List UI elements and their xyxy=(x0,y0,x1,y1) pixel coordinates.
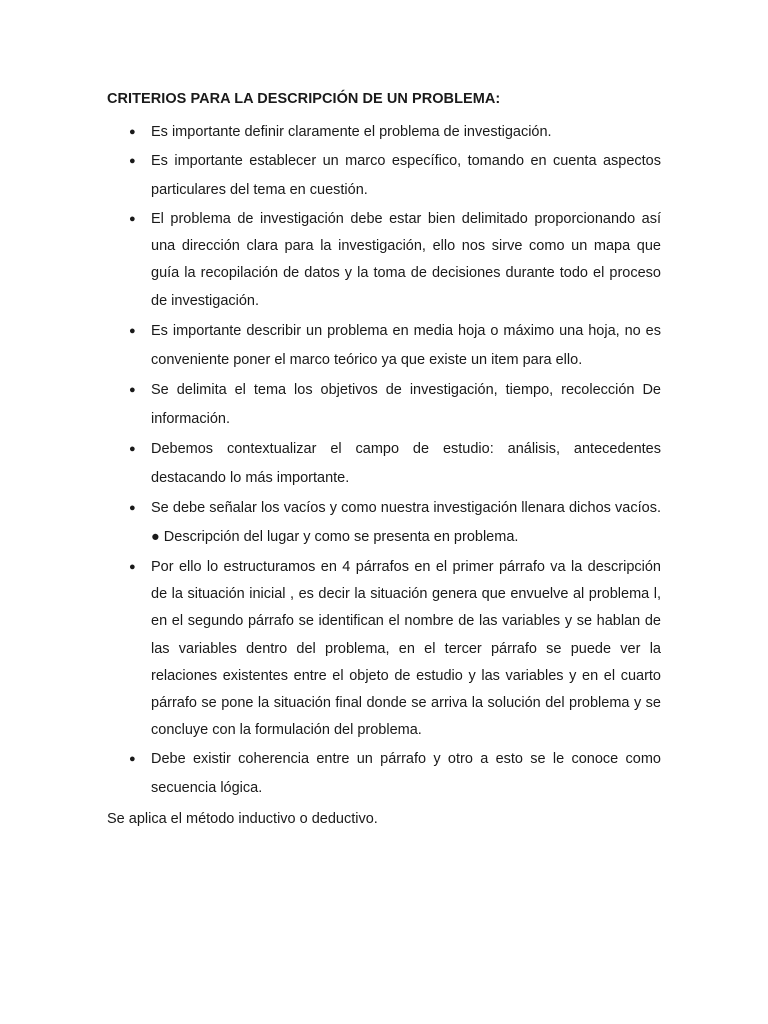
bullet-icon: ● xyxy=(129,443,136,455)
list-item-text: Debemos contextualizar el campo de estudio: análisis, antecedentes destacando lo más importante. xyxy=(151,441,661,486)
list-item xyxy=(129,554,661,744)
bullet-icon: ● xyxy=(129,753,136,765)
list-item-text: Es importante definir claramente el problema de investigación. xyxy=(151,124,552,140)
bullet-icon: ● xyxy=(129,502,136,514)
list-item-text: Es importante describir un problema en media hoja o máximo una hoja, no es conveniente poner el marco teórico ya que existe un item para ello. xyxy=(151,323,661,368)
document-heading: CRITERIOS PARA LA DESCRIPCIÓN DE UN PROBLEMA: xyxy=(107,91,501,107)
bullet-icon: ● xyxy=(129,126,136,138)
list-item-text: El problema de investigación debe estar bien delimitado proporcionando así una dirección clara para la investigación, ello nos sirve como un mapa que guía la recopilación de datos y la toma de decisiones durante todo el proceso de investigación. xyxy=(151,211,661,309)
list-item xyxy=(129,745,661,802)
list-item xyxy=(129,118,661,147)
bullet-icon: ● xyxy=(129,155,136,167)
list-item-text: Es importante establecer un marco específico, tomando en cuenta aspectos particulares del tema en cuestión. xyxy=(151,153,661,198)
bullet-icon: ● xyxy=(129,384,136,396)
bullet-icon: ● xyxy=(129,325,136,337)
list-item xyxy=(129,206,661,315)
list-item-text: Se delimita el tema los objetivos de investigación, tiempo, recolección De información. xyxy=(151,382,661,427)
closing-paragraph: Se aplica el método inductivo o deductivo. xyxy=(107,811,378,827)
list-item xyxy=(129,376,661,433)
list-item-text: Se debe señalar los vacíos y como nuestra investigación llenara dichos vacíos. ● Descripción del lugar y como se presenta en problema. xyxy=(151,500,661,545)
bullet-icon: ● xyxy=(129,213,136,225)
list-item xyxy=(129,147,661,204)
list-item-text: Por ello lo estructuramos en 4 párrafos en el primer párrafo va la descripción de la situación inicial , es decir la situación genera que envuelve al problema l, en el segundo párrafo se identifican el nombre de las variables y se hablan de las variables dentro del problema, en el tercer párrafo se puede ver la relaciones existentes entre el objeto de estudio y las variables y en el cuarto párrafo se pone la situación final donde se arriva la solución del problema y se concluye con la formulación del problema. xyxy=(151,559,661,739)
list-item xyxy=(129,494,661,551)
list-item xyxy=(129,317,661,374)
list-item-text: Debe existir coherencia entre un párrafo y otro a esto se le conoce como secuencia lógica. xyxy=(151,751,661,796)
bullet-icon: ● xyxy=(129,561,136,573)
list-item xyxy=(129,435,661,492)
